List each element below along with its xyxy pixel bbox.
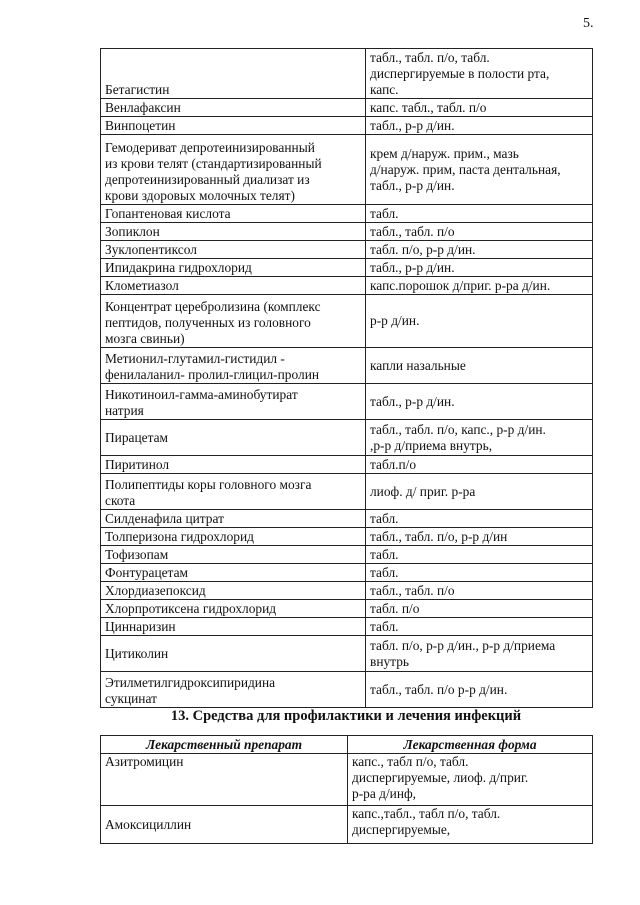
table-header-row [101,736,593,754]
drug-name-cell: Метионил-глутамил-гистидил - фенилаланил- пролил-глицил-пролин [101,348,366,384]
table-row [101,135,593,205]
drug-name-cell: Гемодериват депротеинизированный из крови телят (стандартизированный депротеинизированный диализат из крови здоровых молочных телят) [101,135,366,205]
table-row [101,474,593,510]
table-row [101,510,593,528]
drug-form-cell: капс., табл п/о, табл. диспергируемые, лиоф. д/приг. р-ра д/инф, [348,754,593,806]
table-row [101,241,593,259]
table-row [101,806,593,844]
table-row [101,564,593,582]
drug-name-cell: Этилметилгидроксипиридина сукцинат [101,672,366,708]
table-row [101,636,593,672]
drug-form-cell: табл., табл. п/о [366,223,593,241]
drug-form-cell: капс. табл., табл. п/о [366,99,593,117]
drug-form-cell: табл. п/о, р-р д/ин., р-р д/приема внутрь [366,636,593,672]
drug-form-cell: табл.п/о [366,456,593,474]
drug-form-cell: капс.порошок д/приг. р-ра д/ин. [366,277,593,295]
drug-name-cell: Тофизопам [101,546,366,564]
drug-form-cell: табл., табл. п/о р-р д/ин. [366,672,593,708]
table-row [101,277,593,295]
table-row [101,259,593,277]
drug-form-cell: табл. [366,618,593,636]
table-row [101,117,593,135]
drug-form-cell: табл., р-р д/ин. [366,117,593,135]
drug-form-cell: табл., табл. п/о [366,582,593,600]
drug-name-cell: Хлорпротиксена гидрохлорид [101,600,366,618]
drug-name-cell: Пиритинол [101,456,366,474]
drug-form-cell: табл. [366,510,593,528]
drug-name-cell: Концентрат церебролизина (комплекс пептидов, полученных из головного мозга свиньи) [101,295,366,348]
medications-table-continued [100,48,593,708]
section-heading: 13. Средства для профилактики и лечения инфекций [170,708,522,724]
drug-form-cell: табл. [366,564,593,582]
table-row [101,99,593,117]
drug-form-cell: табл., табл. п/о, табл. диспергируемые в полости рта, капс. [366,49,593,99]
drug-name-cell: Азитромицин [101,754,348,806]
drug-name-cell: Зопиклон [101,223,366,241]
drug-name-cell: Никотиноил-гамма-аминобутират натрия [101,384,366,420]
drug-name-cell: Фонтурацетам [101,564,366,582]
table-row [101,384,593,420]
table-row [101,420,593,456]
drug-form-cell: табл., табл. п/о, капс., р-р д/ин. ,р-р д/приема внутрь, [366,420,593,456]
column-header-form: Лекарственная форма [348,736,593,754]
drug-name-cell: Амоксициллин [101,806,348,844]
drug-name-cell: Венлафаксин [101,99,366,117]
table-row [101,600,593,618]
table-row [101,49,593,99]
drug-name-cell: Силденафила цитрат [101,510,366,528]
drug-form-cell: капс.,табл., табл п/о, табл. диспергируемые, [348,806,593,844]
column-header-drug: Лекарственный препарат [101,736,348,754]
drug-form-cell: капли назальные [366,348,593,384]
table-row [101,528,593,546]
table-row [101,582,593,600]
drug-form-cell: табл. п/о [366,600,593,618]
table-row [101,295,593,348]
table-row [101,546,593,564]
drug-name-cell: Толперизона гидрохлорид [101,528,366,546]
table-row [101,672,593,708]
drug-name-cell: Цитиколин [101,636,366,672]
anti-infective-medications-table [100,735,593,844]
drug-form-cell: табл. [366,205,593,223]
table-row [101,456,593,474]
drug-form-cell: табл., р-р д/ин. [366,259,593,277]
drug-form-cell: крем д/наруж. прим., мазь д/наруж. прим, паста дентальная, табл., р-р д/ин. [366,135,593,205]
drug-form-cell: табл., р-р д/ин. [366,384,593,420]
table-row [101,205,593,223]
table-row [101,618,593,636]
drug-name-cell: Гопантеновая кислота [101,205,366,223]
drug-form-cell: табл. [366,546,593,564]
page-number: 5. [583,16,594,31]
drug-name-cell: Винпоцетин [101,117,366,135]
drug-name-cell: Клометиазол [101,277,366,295]
table-row [101,754,593,806]
drug-name-cell: Ипидакрина гидрохлорид [101,259,366,277]
drug-name-cell: Циннаризин [101,618,366,636]
drug-name-cell: Зуклопентиксол [101,241,366,259]
drug-name-cell: Пирацетам [101,420,366,456]
table-row [101,348,593,384]
drug-form-cell: табл. п/о, р-р д/ин. [366,241,593,259]
table-row [101,223,593,241]
drug-name-cell: Хлордиазепоксид [101,582,366,600]
drug-name-cell: Бетагистин [101,49,366,99]
drug-name-cell: Полипептиды коры головного мозга скота [101,474,366,510]
drug-form-cell: лиоф. д/ приг. р-ра [366,474,593,510]
drug-form-cell: табл., табл. п/о, р-р д/ин [366,528,593,546]
drug-form-cell: р-р д/ин. [366,295,593,348]
